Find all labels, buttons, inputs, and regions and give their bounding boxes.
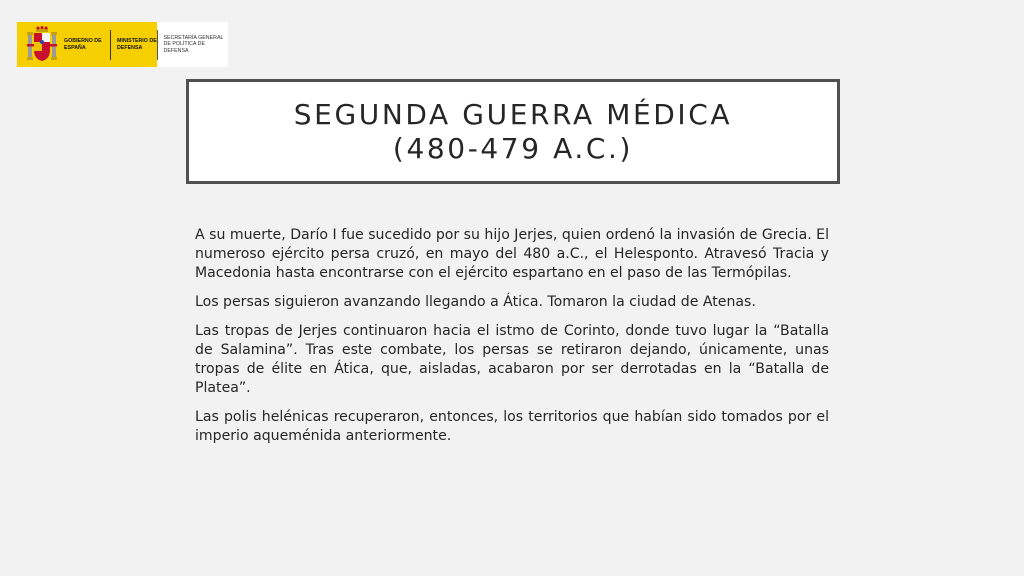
logo-divider-2 (157, 30, 158, 60)
paragraph-2: Los persas siguieron avanzando llegando a Ática. Tomaron la ciudad de Atenas. (195, 294, 756, 310)
body-text (195, 226, 829, 456)
paragraph-1: A su muerte, Darío I fue sucedido por su hijo Jerjes, quien ordenó la invasión de Grecia. El numeroso ejército persa cruzó, en mayo del 480 a.C., el Helesponto. Atravesó Tracia y Macedonia hasta encontrarse con el ejército espartano en el paso de las Termópilas. (195, 227, 829, 281)
logo-white-block (157, 22, 228, 67)
logo-divider (110, 30, 111, 60)
gobierno-label: GOBIERNO DE ESPAÑA (64, 38, 102, 51)
government-logo (17, 22, 228, 67)
logo-yellow-block (17, 22, 157, 67)
title-box (186, 79, 840, 184)
slide-title-line-2: (480-479 A.C.) (392, 131, 634, 165)
coat-of-arms-icon (27, 26, 57, 64)
paragraph-3: Las tropas de Jerjes continuaron hacia el istmo de Corinto, donde tuvo lugar la “Batalla de Salamina”. Tras este combate, los persas se retiraron dejando, únicamente, unas tropas de élite en Ática, que, aisladas, acabaron por ser derrotadas en la “Batalla de Platea”. (195, 323, 829, 396)
slide-title-line-1: SEGUNDA GUERRA MÉDICA (293, 97, 733, 131)
ministerio-label: MINISTERIO DE DEFENSA (117, 38, 157, 51)
paragraph-4: Las polis helénicas recuperaron, entonces, los territorios que habían sido tomados por el imperio aqueménida anteriormente. (195, 409, 829, 444)
secretaria-label: SECRETARÍA GENERAL DE POLÍTICA DE DEFENSA (163, 34, 224, 54)
